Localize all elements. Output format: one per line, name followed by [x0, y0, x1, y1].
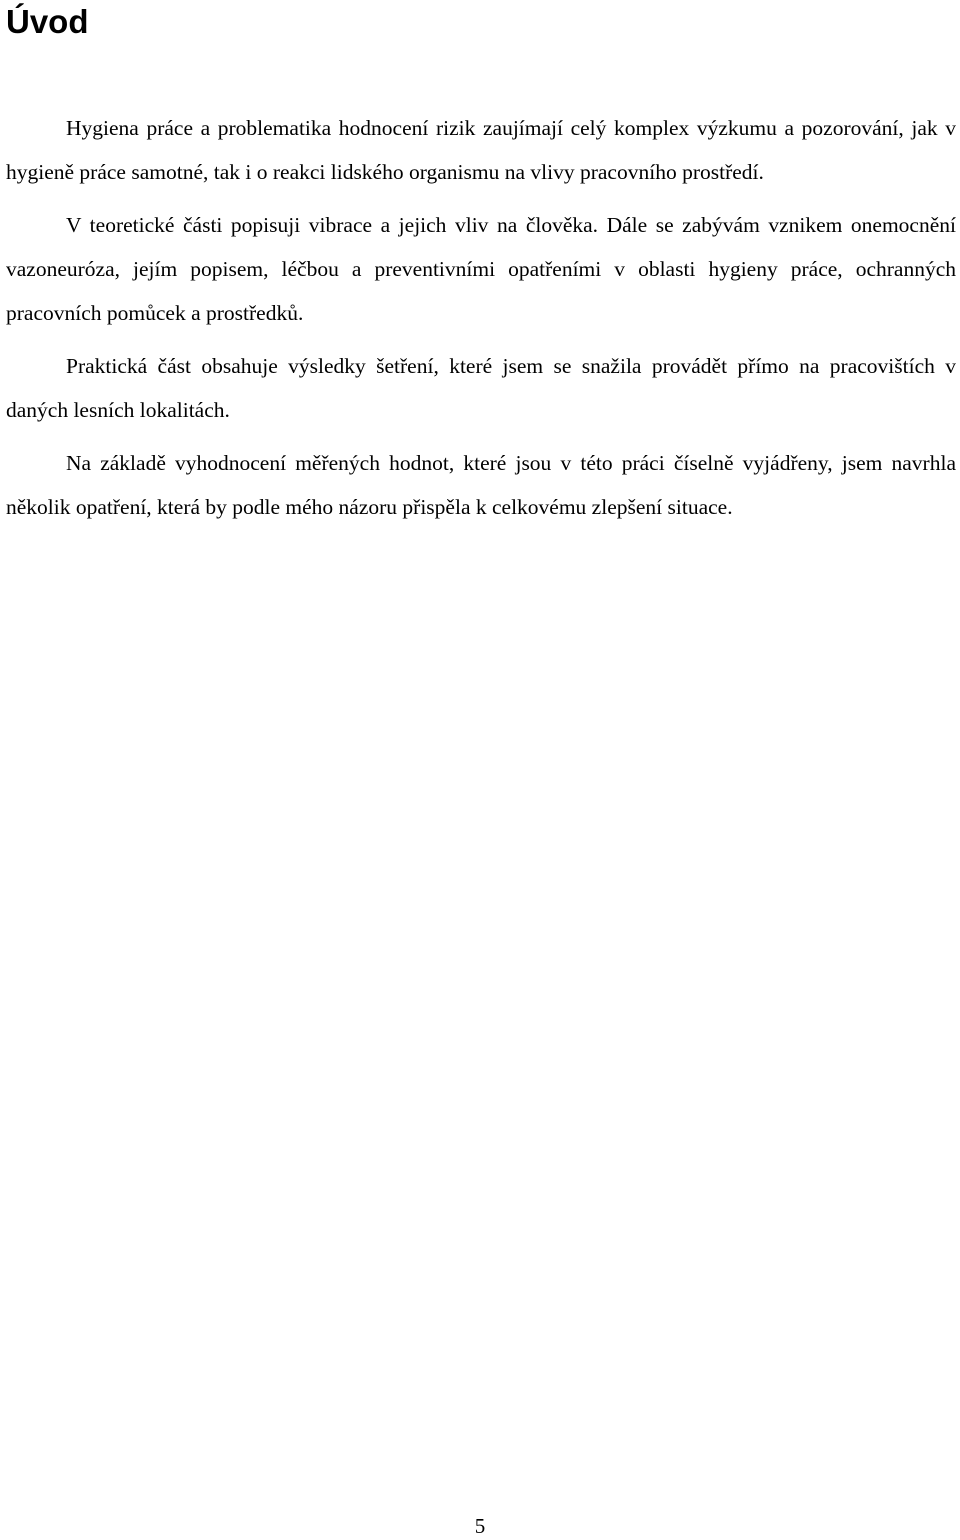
- paragraph-theory: V teoretické části popisuji vibrace a jejich vliv na člověka. Dále se zabývám vznikem onemocnění vazoneuróza, jejím popisem, léčbou a preventivními opatřeními v oblasti hygieny práce, ochranných pracovních pomůcek a prostředků.: [6, 213, 956, 325]
- paragraph-intro: Hygiena práce a problematika hodnocení rizik zaujímají celý komplex výzkumu a pozorování, jak v hygieně práce samotné, tak i o reakci lidského organismu na vlivy pracovního prostředí.: [6, 116, 956, 184]
- body-text: [6, 106, 956, 538]
- page-number: 5: [474, 1514, 486, 1538]
- section-heading: Úvod: [6, 3, 89, 40]
- paragraph-conclusion: Na základě vyhodnocení měřených hodnot, které jsou v této práci číselně vyjádřeny, jsem navrhla několik opatření, která by podle mého názoru přispěla k celkovému zlepšení situace.: [6, 451, 956, 519]
- paragraph-practice: Praktická část obsahuje výsledky šetření, které jsem se snažila provádět přímo na pracovištích v daných lesních lokalitách.: [6, 354, 956, 422]
